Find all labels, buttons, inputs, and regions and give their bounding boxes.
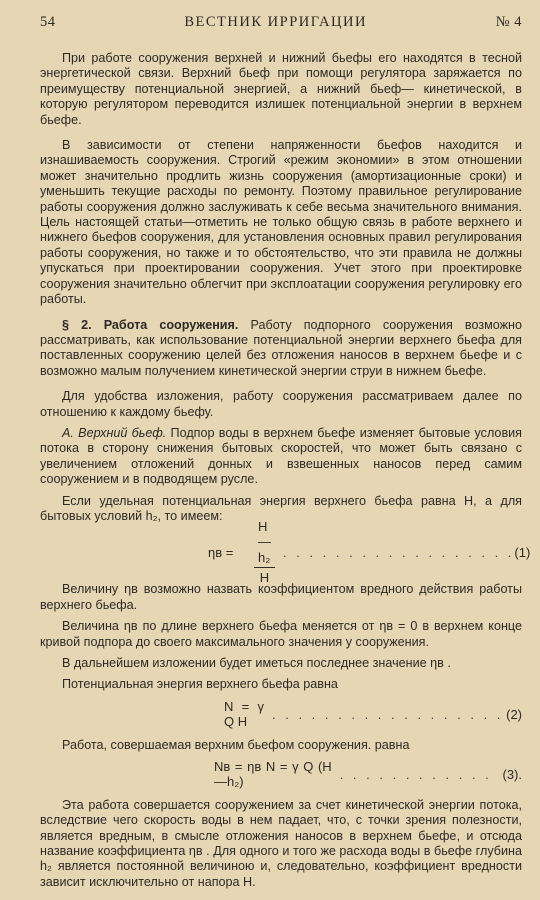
formula-3 <box>40 759 522 790</box>
paragraph-12: Эта работа совершается сооружением за счет кинетической энергии потока, вследствие чего скорость воды в нем падает, что, с точки зрения полезности, является вредным, в смысле отложения наносов в верхнем бьефе, и отсюда название коэффициента ηв . Для одного и того же расхода воды в бьефе глубина h₂ является постоянной величиною и, следовательно, коэффициент вредности зависит исключительно от напора H. <box>40 797 522 889</box>
section-text: Работу подпорного сооружения возможно рассматривать, как использование потенциальной энергии верхнего бьефа для поставленных сооружению целей без отложения наносов в верхнем бьефе и с возможно малым получением кинетической энергии струи в нижнем бьефе. <box>40 317 522 378</box>
paragraph-4: Для удобства изложения, работу сооружения рассматриваем далее по отношению к каждому бьефу. <box>40 389 522 419</box>
paragraph-8: Величина ηв по длине верхнего бьефа меняется от ηв = 0 в верхнем конце кривой подпора до своего максимального значения у сооружения. <box>40 619 522 649</box>
formula-1-lhs: ηв = <box>208 544 234 560</box>
journal-title: ВЕСТНИК ИРРИГАЦИИ <box>184 14 367 30</box>
paragraph-1: При работе сооружения верхней и нижний бьефы его находятся в тесной энергетической связи. Верхний бьеф при помощи регулятора заряжается по преимуществу потенциальной энергией, а нижний бьеф— кинетической, в которую регулятором переводится излишек потенциальной энергии в верхнем бьефе. <box>40 51 522 127</box>
paragraph-upper-pool <box>40 426 522 488</box>
formula-1-denominator: H <box>259 570 270 586</box>
formula-1 <box>40 519 531 586</box>
page-header <box>40 14 522 31</box>
article-body <box>40 51 531 890</box>
paragraph-section-2 <box>40 318 522 380</box>
formula-2-tag: (2) <box>506 706 522 722</box>
formula-3-tag: (3). <box>502 766 522 782</box>
page-number: 54 <box>40 14 56 30</box>
formula-1-tag: (1) <box>514 544 531 560</box>
subsection-text: Подпор воды в верхнем бьефе изменяет бытовые условия потока в сторону снижения бытовых скоростей, что может быть связано с увеличением отложений донных и взвешенных наносов перед самим сооружением и в подводящем русле. <box>40 425 522 487</box>
paragraph-2: В зависимости от степени напряженности бьефов находится и изнашиваемость сооружения. Строгий «режим экономии» в этом отношении может значительно продлить жизнь сооружения (амортизационные сроки) и уменьшить текущие расходы по ремонту. Поэтому правильное регулирование работы сооружения должно заслуживать к себе весьма значительного внимания. Цель настоящей статьи—отметить не только общую связь в работе верхнего и нижнего бьефов сооружения, для установления основных правил регулирования работы сооружения, но также и то обстоятельство, что эти правила не должны упускаться при проектировании сооружения. Учет этого при проектировке сооружения значительно облегчит при эксплоатации сооружения регулировку его работы. <box>40 138 522 307</box>
formula-3-expression: Nв = ηв N = γ Q (H—h₂) <box>214 759 332 790</box>
formula-1-leader: . . . . . . . . . . . . . . . . . . <box>283 544 515 560</box>
formula-1-fraction <box>254 519 275 586</box>
formula-2-expression: N = γ Q H <box>224 698 264 730</box>
paragraph-6: Если удельная потенциальная энергия верхнего бьефа равна H, а для бытовых условий h₂, то имеем: <box>40 493 522 523</box>
paragraph-9: В дальнейшем изложении будет иметься последнее значение ηв . <box>62 656 451 670</box>
paragraph-11: Работа, совершаемая верхним бьефом сооружения. равна <box>62 737 410 752</box>
subsection-heading: А. Верхний бьеф. <box>62 425 167 440</box>
formula-2 <box>40 699 522 730</box>
formula-3-leader: . . . . . . . . . . . . <box>339 766 492 782</box>
paragraph-10: Потенциальная энергия верхнего бьефа равна <box>62 677 338 692</box>
formula-2-leader: . . . . . . . . . . . . . . . . . . <box>272 706 504 722</box>
formula-1-numerator: H — h₂ <box>254 519 275 568</box>
issue-number: № 4 <box>495 14 522 30</box>
section-heading: § 2. Работа сооружения. <box>62 317 239 332</box>
paragraph-7: Величину ηв возможно назвать коэффициентом вредного действия работы верхнего бьефа. <box>40 582 522 612</box>
